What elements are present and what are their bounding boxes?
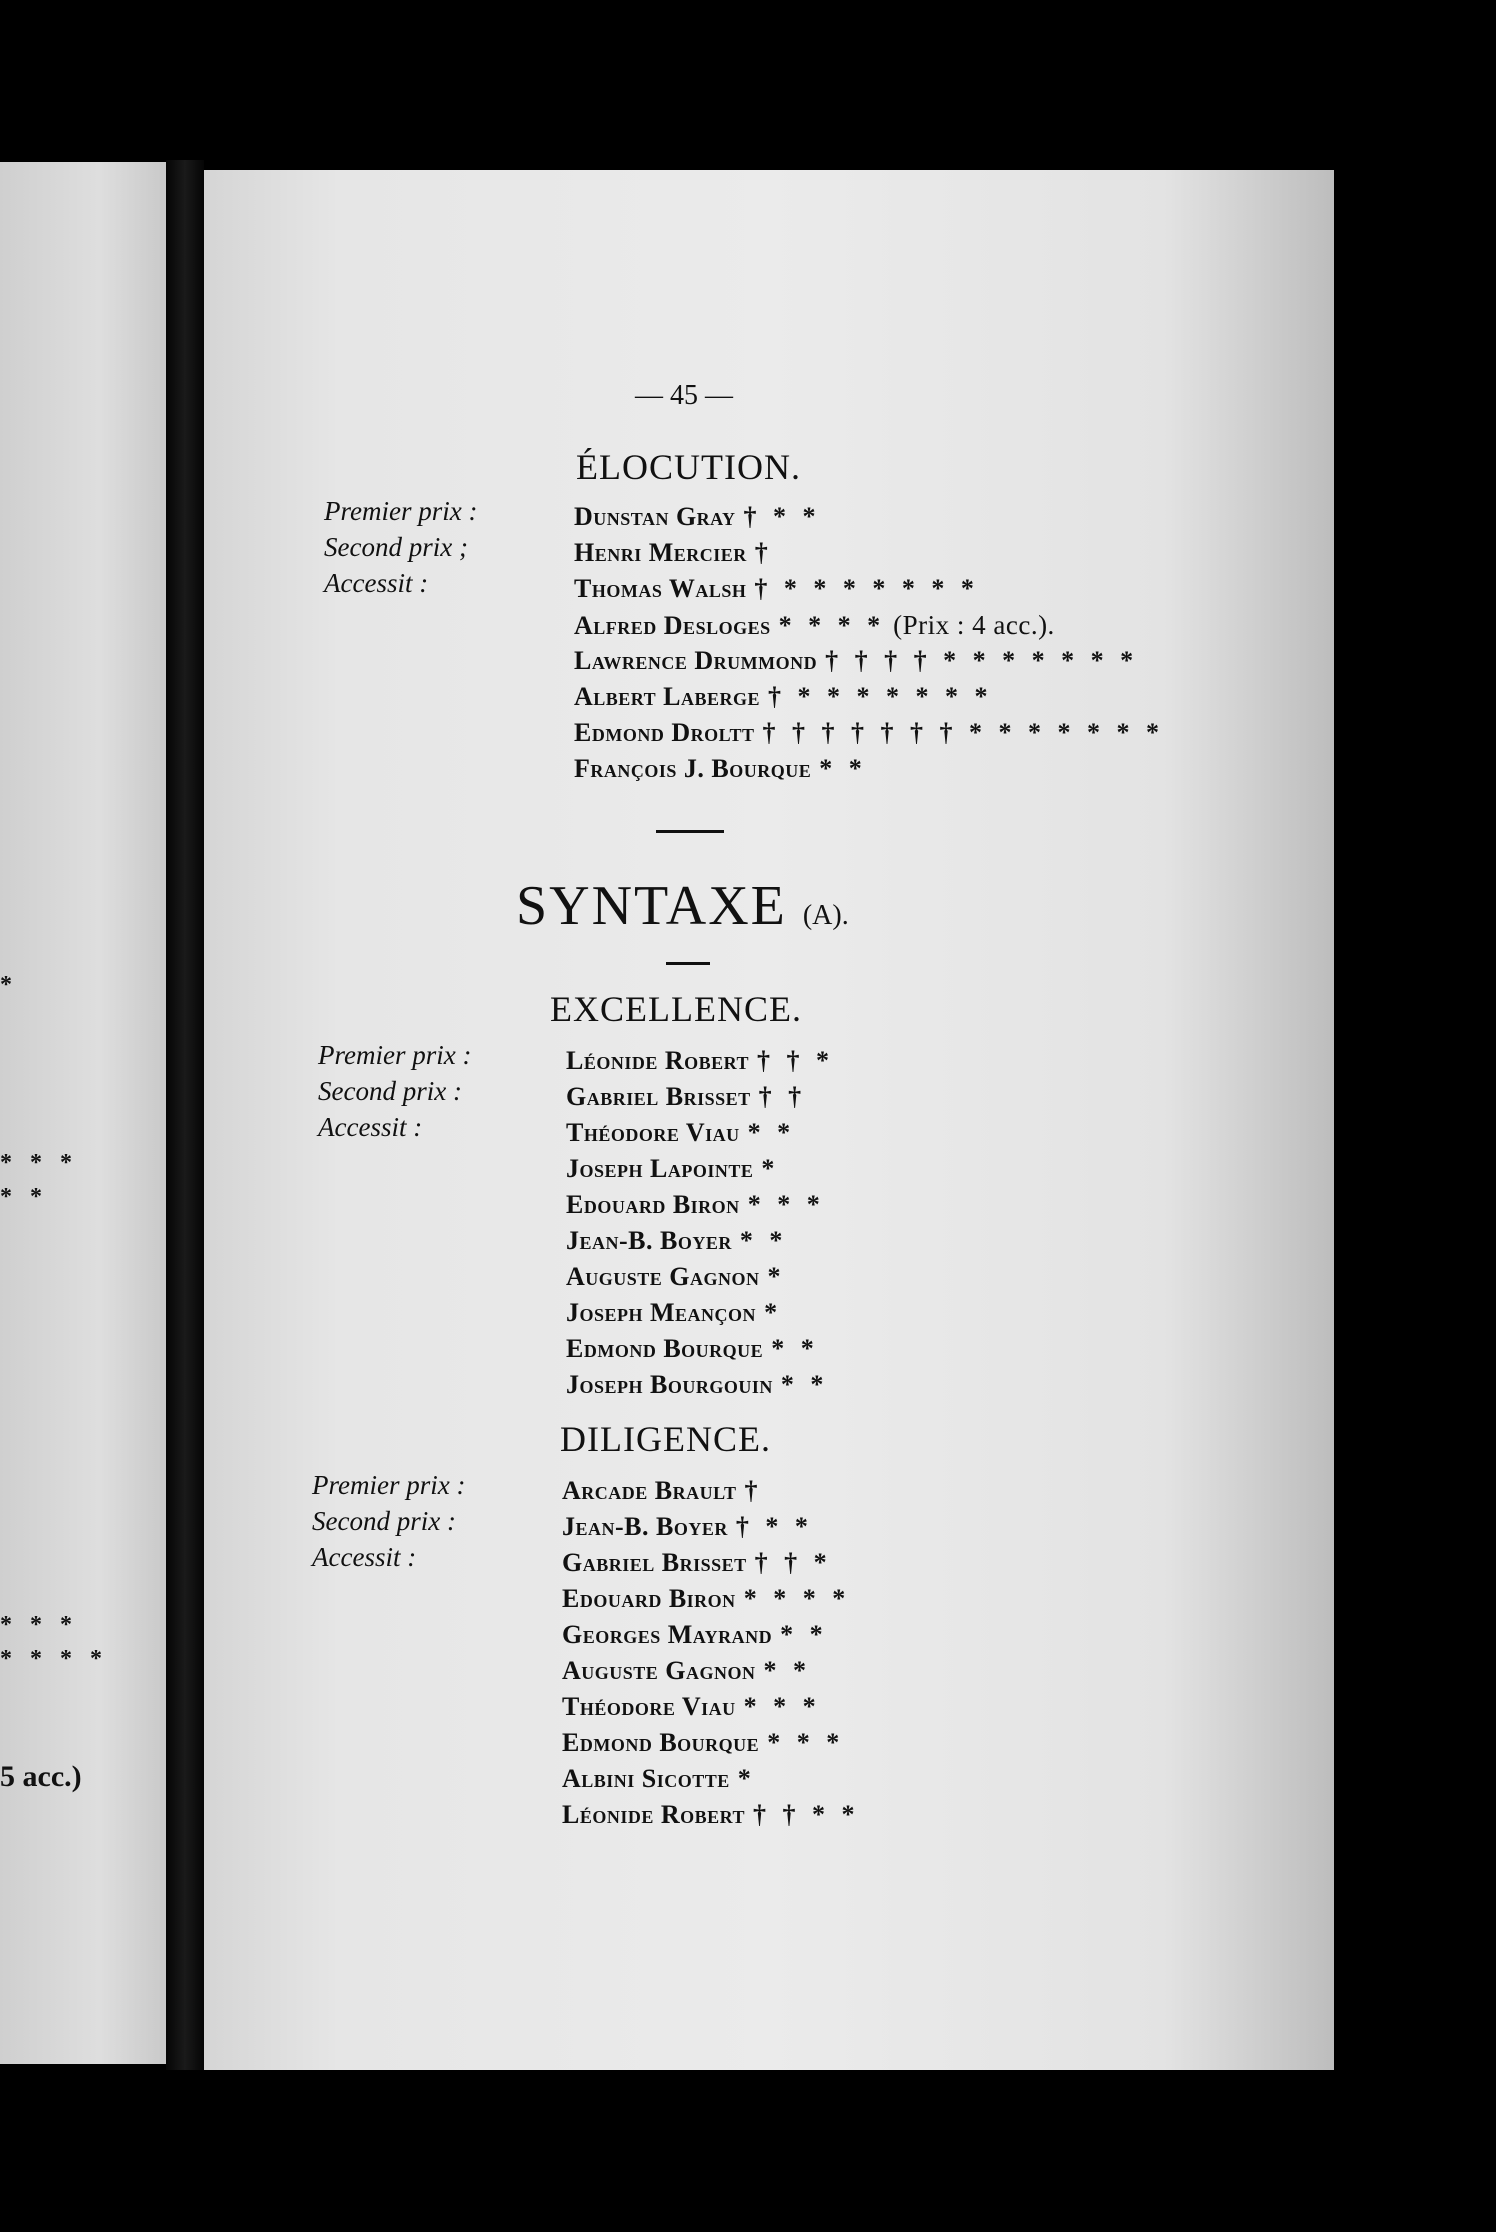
list-item: Léonide Robert † † * xyxy=(566,1046,835,1075)
list-item: Edouard Biron * * * xyxy=(566,1190,825,1219)
list-item: Léonide Robert † † * * xyxy=(562,1800,860,1829)
list-item: Edmond Bourque * * * xyxy=(562,1728,845,1757)
list-item: Auguste Gagnon * xyxy=(566,1262,786,1291)
section-heading-diligence: DILIGENCE. xyxy=(560,1419,771,1459)
list-item: Arcade Brault † xyxy=(562,1476,763,1505)
list-item: Alfred Desloges * * * * (Prix : 4 acc.). xyxy=(574,610,1055,640)
book-gutter xyxy=(166,160,204,2070)
label-accessit: Accessit : xyxy=(324,568,429,598)
left-fragment-marks: * * * xyxy=(0,1612,78,1638)
list-item: Auguste Gagnon * * xyxy=(562,1656,812,1685)
label-accessit: Accessit : xyxy=(318,1112,423,1142)
list-item: Joseph Bourgouin * * xyxy=(566,1370,829,1399)
left-fragment-marks: * * * xyxy=(0,1150,78,1176)
list-item: Jean-B. Boyer † * * xyxy=(562,1512,813,1541)
list-item: Albert Laberge † * * * * * * * xyxy=(574,682,993,711)
label-premier-prix: Premier prix : xyxy=(318,1040,472,1070)
left-fragment-marks: * * * * xyxy=(0,1646,108,1672)
list-item: Edmond Bourque * * xyxy=(566,1334,819,1363)
label-second-prix: Second prix : xyxy=(318,1076,462,1106)
left-fragment-note: 5 acc.) xyxy=(0,1760,82,1793)
list-item: Théodore Viau * * * xyxy=(562,1692,821,1721)
list-item: Gabriel Brisset † † xyxy=(566,1082,807,1111)
section-title-syntaxe: SYNTAXE (A). xyxy=(516,875,849,937)
list-item: Georges Mayrand * * xyxy=(562,1620,828,1649)
list-item: Gabriel Brisset † † * xyxy=(562,1548,832,1577)
label-premier-prix: Premier prix : xyxy=(312,1470,466,1500)
list-item: Dunstan Gray † * * xyxy=(574,502,821,531)
list-item: Jean-B. Boyer * * xyxy=(566,1226,788,1255)
list-item: Edmond Droltt † † † † † † † * * * * * * * xyxy=(574,718,1164,747)
list-item: François J. Bourque * * xyxy=(574,754,867,783)
list-item: Lawrence Drummond † † † † * * * * * * * xyxy=(574,646,1139,675)
left-page-fragment xyxy=(0,162,166,2064)
section-divider xyxy=(666,962,710,965)
list-item: Thomas Walsh † * * * * * * * xyxy=(574,574,979,603)
label-premier-prix: Premier prix : xyxy=(324,496,478,526)
list-item: Joseph Meançon * xyxy=(566,1298,783,1327)
section-divider xyxy=(656,830,724,833)
left-fragment-marks: * * xyxy=(0,1184,48,1210)
list-item: Albini Sicotte * xyxy=(562,1764,756,1793)
label-second-prix: Second prix ; xyxy=(324,532,468,562)
page-number: — 45 — xyxy=(635,380,733,411)
label-second-prix: Second prix : xyxy=(312,1506,456,1536)
label-accessit: Accessit : xyxy=(312,1542,417,1572)
left-fragment-marks: * xyxy=(0,972,18,998)
section-heading-elocution: ÉLOCUTION. xyxy=(576,447,801,487)
book-page xyxy=(204,170,1334,2070)
list-item: Joseph Lapointe * xyxy=(566,1154,780,1183)
list-item: Henri Mercier † xyxy=(574,538,773,567)
list-item: Théodore Viau * * xyxy=(566,1118,796,1147)
section-heading-excellence: EXCELLENCE. xyxy=(550,989,802,1029)
list-item: Edouard Biron * * * * xyxy=(562,1584,851,1613)
